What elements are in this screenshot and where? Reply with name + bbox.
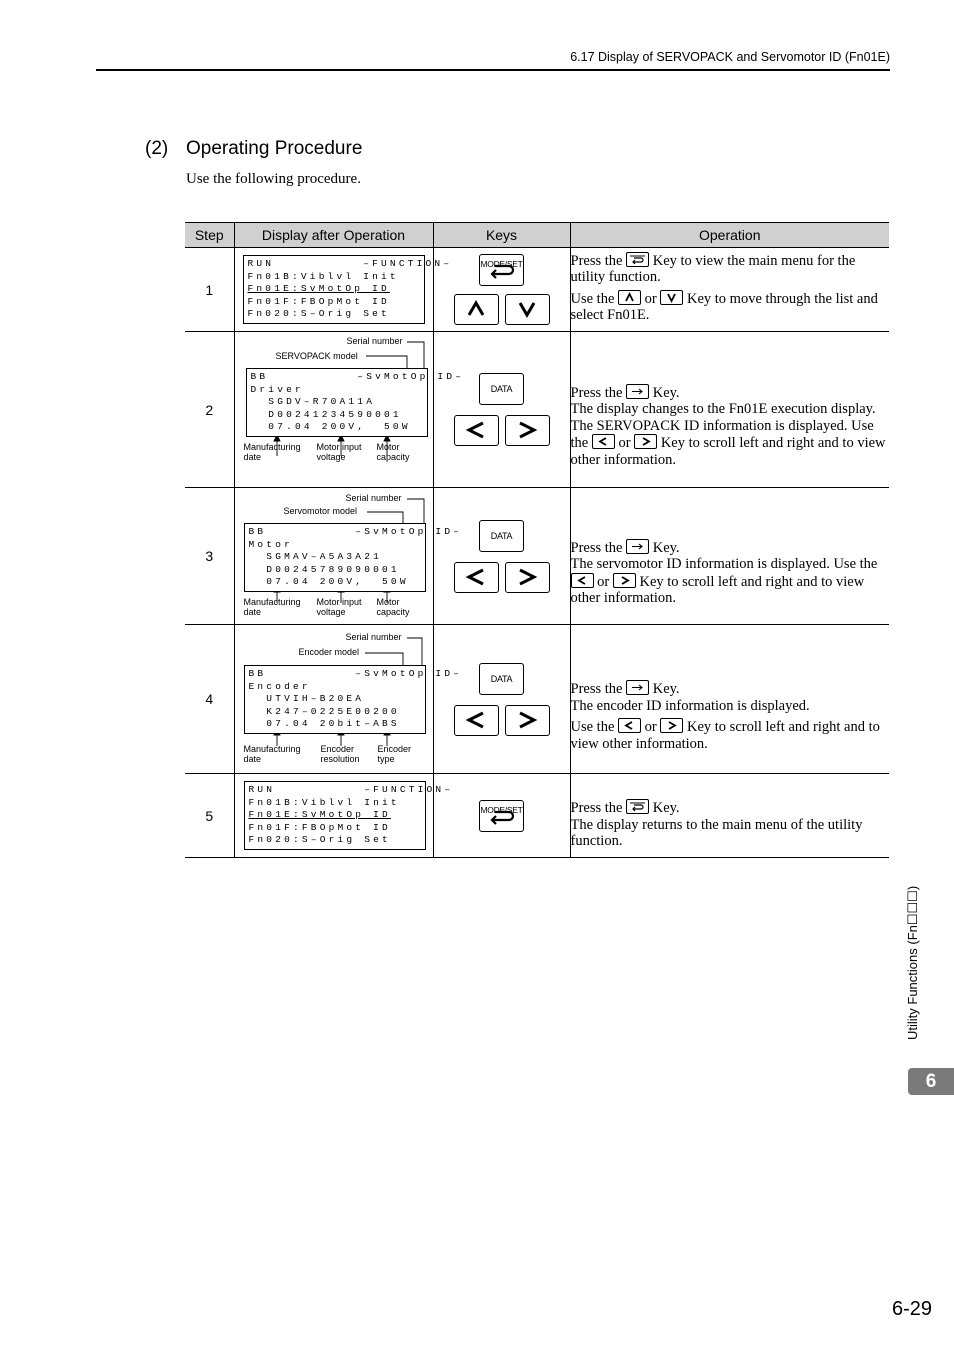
lcd-display bbox=[243, 255, 453, 324]
date-label: Manufacturing date bbox=[243, 597, 301, 617]
voltage-label: Motor input voltage bbox=[316, 597, 362, 617]
down-arrow-icon bbox=[506, 295, 548, 323]
lcd-line: D00241234590001 bbox=[250, 408, 402, 420]
data-key-icon bbox=[626, 384, 649, 399]
lcd-line: RUN –FUNCTION– bbox=[248, 784, 454, 795]
serial-number-label: Serial number bbox=[345, 632, 402, 642]
right-key[interactable] bbox=[505, 562, 550, 593]
lcd-line: BB –SvMotOp ID– bbox=[250, 371, 465, 382]
right-arrow-icon bbox=[506, 706, 548, 734]
col-keys: Keys bbox=[433, 223, 570, 248]
op-text: The encoder ID information is displayed. bbox=[570, 697, 810, 714]
col-operation: Operation bbox=[570, 223, 889, 248]
section-title bbox=[145, 138, 362, 160]
capacity-label: Motor capacity bbox=[376, 597, 410, 617]
voltage-label: Motor input voltage bbox=[316, 442, 362, 462]
lcd-line: RUN –FUNCTION– bbox=[247, 258, 453, 269]
op-text: Key to scroll left and right and to view other information. bbox=[570, 435, 886, 468]
op-text: Press the bbox=[570, 252, 623, 269]
return-arrow-icon bbox=[480, 801, 522, 830]
op-text: Key. bbox=[652, 681, 680, 697]
op-text: or bbox=[644, 719, 657, 735]
op-text: The display returns to the main menu of the utility function. bbox=[570, 816, 863, 850]
step-number: 2 bbox=[185, 332, 234, 488]
data-key-label: DATA bbox=[490, 673, 513, 684]
serial-number-label: Serial number bbox=[345, 493, 402, 503]
step-number: 3 bbox=[185, 488, 234, 625]
table-row bbox=[185, 488, 889, 625]
lcd-line: 07.04 200V, 50W bbox=[250, 421, 411, 433]
op-text: or bbox=[597, 573, 610, 590]
date-label: Manufacturing date bbox=[243, 442, 301, 462]
keys-cell bbox=[433, 332, 570, 488]
left-key-icon bbox=[592, 434, 615, 449]
op-text: Press the bbox=[570, 681, 623, 697]
lcd-line: Motor bbox=[248, 538, 294, 550]
table-row bbox=[185, 332, 889, 488]
operation-cell bbox=[570, 488, 889, 625]
up-key-icon bbox=[618, 290, 641, 305]
lcd-line: Fn01B:Viblvl Init bbox=[248, 796, 400, 808]
lcd-line: BB –SvMotOp ID– bbox=[248, 668, 463, 679]
step-number: 5 bbox=[185, 774, 234, 858]
chapter-side-label: Utility Functions (Fn☐☐☐) bbox=[905, 885, 920, 1040]
keys-cell bbox=[433, 248, 570, 332]
running-header: 6.17 Display of SERVOPACK and Servomotor ID (Fn01E) bbox=[570, 50, 890, 64]
lcd-line-selected bbox=[248, 283, 424, 296]
table-header-row bbox=[185, 223, 889, 248]
serial-number-label: Serial number bbox=[346, 336, 403, 346]
resolution-label: Encoder resolution bbox=[320, 744, 360, 764]
mode-set-key-icon bbox=[626, 252, 649, 267]
left-arrow-icon bbox=[455, 706, 497, 734]
page-number: 6-29 bbox=[891, 1298, 932, 1320]
left-key[interactable] bbox=[454, 415, 499, 446]
lcd-line: Encoder bbox=[248, 680, 311, 692]
op-text: Key to move through the list and select Fn01E. bbox=[570, 290, 878, 323]
lcd-display bbox=[244, 523, 463, 592]
left-key[interactable] bbox=[454, 562, 499, 593]
op-text: The servomotor ID information is displayed. Use the bbox=[570, 556, 878, 572]
lcd-cursor-text: Fn01E:SvMotOp ID bbox=[248, 809, 391, 821]
model-label: Encoder model bbox=[298, 647, 360, 657]
lcd-line: 07.04 20bit–ABS bbox=[248, 718, 400, 730]
mode-set-key-icon bbox=[626, 799, 649, 814]
op-text: Key. bbox=[652, 800, 680, 817]
data-key-label: DATA bbox=[490, 530, 513, 541]
return-arrow-icon bbox=[480, 255, 522, 284]
operation-cell bbox=[570, 248, 889, 332]
table-row bbox=[185, 248, 889, 332]
data-key[interactable] bbox=[479, 663, 524, 695]
lcd-line: 07.04 200V, 50W bbox=[248, 576, 409, 588]
op-text: Press the bbox=[570, 384, 623, 401]
lcd-line-selected bbox=[249, 809, 425, 822]
keys-cell bbox=[433, 488, 570, 625]
down-key[interactable] bbox=[505, 294, 550, 325]
display-cell bbox=[234, 488, 463, 625]
left-key-icon bbox=[571, 573, 594, 588]
section-heading: Operating Procedure bbox=[186, 138, 363, 159]
keys-cell bbox=[433, 625, 570, 774]
op-text: or bbox=[618, 435, 631, 452]
right-arrow-icon bbox=[506, 416, 548, 444]
up-arrow-icon bbox=[455, 295, 497, 323]
up-key[interactable] bbox=[454, 294, 499, 325]
display-cell bbox=[234, 248, 453, 332]
operation-cell bbox=[570, 774, 889, 858]
lcd-line: D00245789090001 bbox=[248, 563, 400, 575]
display-cell bbox=[234, 332, 465, 488]
data-key[interactable] bbox=[479, 373, 524, 405]
data-key-label: DATA bbox=[490, 384, 513, 394]
section-number: (2) bbox=[145, 138, 169, 159]
keys-cell bbox=[433, 774, 570, 858]
left-key[interactable] bbox=[454, 705, 499, 736]
mode-set-key[interactable] bbox=[479, 254, 524, 286]
step-number: 1 bbox=[185, 248, 234, 332]
op-text: Use the bbox=[570, 290, 615, 307]
right-key-icon bbox=[660, 718, 683, 733]
lcd-line: SGMAV–A5A3A21 bbox=[248, 551, 383, 563]
mode-set-key[interactable] bbox=[479, 800, 524, 832]
mode-set-key-label: MODE/SET bbox=[480, 804, 523, 815]
op-text: Key to view the main menu for the utility function. bbox=[570, 252, 856, 285]
lcd-display bbox=[246, 368, 465, 437]
procedure-table bbox=[185, 222, 889, 858]
lcd-line: K247–0225E00200 bbox=[248, 705, 400, 717]
right-key-icon bbox=[634, 434, 657, 449]
col-display: Display after Operation bbox=[234, 223, 433, 248]
op-text: Press the bbox=[570, 800, 623, 817]
lcd-line: BB –SvMotOp ID– bbox=[248, 526, 463, 537]
display-cell bbox=[234, 774, 454, 858]
lcd-display bbox=[244, 665, 463, 734]
data-key-icon bbox=[626, 539, 649, 554]
right-key-icon bbox=[613, 573, 636, 588]
table-row bbox=[185, 774, 889, 858]
header-rule bbox=[96, 69, 890, 71]
display-cell bbox=[234, 625, 463, 774]
lcd-line: SGDV–R70A11A bbox=[250, 396, 376, 408]
lcd-line: Fn01B:Viblvl Init bbox=[247, 270, 399, 282]
capacity-label: Motor capacity bbox=[376, 442, 410, 462]
op-text: The display changes to the Fn01E execution display. The SERVOPACK ID information is displayed. Use the bbox=[570, 401, 876, 452]
lcd-line: Fn020:S–Orig Set bbox=[248, 834, 391, 846]
left-arrow-icon bbox=[455, 416, 497, 444]
lcd-line: Fn020:S–Orig Set bbox=[247, 308, 390, 320]
step-number: 4 bbox=[185, 625, 234, 774]
model-label: Servomotor model bbox=[283, 506, 358, 516]
op-text: Key. bbox=[652, 384, 680, 401]
lcd-line: Driver bbox=[250, 383, 304, 395]
op-text: Press the bbox=[570, 539, 623, 556]
down-key-icon bbox=[660, 290, 683, 305]
col-step: Step bbox=[185, 223, 234, 248]
model-label: SERVOPACK model bbox=[275, 351, 358, 361]
lcd-cursor-text: Fn01E:SvMotOp ID bbox=[247, 283, 390, 295]
right-arrow-icon bbox=[506, 563, 548, 591]
lcd-line: Fn01F:FBOpMot ID bbox=[248, 821, 391, 833]
date-label: Manufacturing date bbox=[243, 744, 301, 764]
data-key-icon bbox=[626, 680, 649, 695]
data-key[interactable] bbox=[479, 520, 524, 552]
intro-text: Use the following procedure. bbox=[186, 171, 361, 187]
mode-set-key-label: MODE/SET bbox=[480, 259, 523, 269]
op-text: Key to scroll left and right and to view other information. bbox=[570, 719, 880, 752]
right-key[interactable] bbox=[505, 705, 550, 736]
type-label: Encoder type bbox=[377, 744, 412, 764]
chapter-tab: 6 bbox=[908, 1068, 954, 1095]
op-text: Use the bbox=[570, 719, 615, 735]
left-arrow-icon bbox=[455, 563, 497, 591]
right-key[interactable] bbox=[505, 415, 550, 446]
operation-cell bbox=[570, 625, 889, 774]
op-text: Key to scroll left and right and to view other information. bbox=[570, 573, 865, 606]
lcd-line: Fn01F:FBOpMot ID bbox=[247, 295, 390, 307]
left-key-icon bbox=[618, 718, 641, 733]
op-text: or bbox=[644, 290, 657, 307]
lcd-display bbox=[244, 781, 454, 850]
table-row bbox=[185, 625, 889, 774]
op-text: Key. bbox=[652, 539, 680, 556]
lcd-line: UTVIH–B20EA bbox=[248, 693, 365, 705]
operation-cell bbox=[570, 332, 889, 488]
